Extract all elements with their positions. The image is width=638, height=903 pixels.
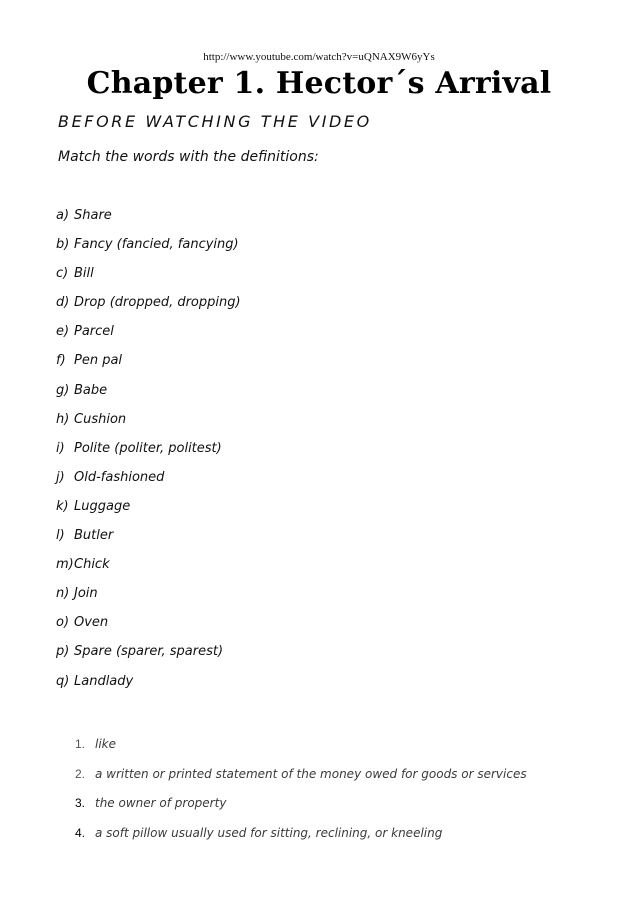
word-letter: j) — [56, 469, 65, 485]
definition-text: the owner of property — [95, 796, 227, 810]
word-text: Polite (politer, politest) — [74, 440, 222, 456]
word-text: Spare (sparer, sparest) — [74, 644, 224, 660]
definition-item — [75, 733, 527, 763]
word-text: Babe — [74, 382, 108, 398]
word-letter: n) — [56, 586, 70, 602]
word-item — [56, 263, 241, 292]
word-item — [56, 671, 241, 700]
page-title: Chapter 1. Hector´s Arrival — [86, 66, 552, 101]
definition-list — [75, 733, 527, 851]
word-letter: d) — [56, 295, 70, 311]
word-item — [56, 205, 241, 234]
word-letter: h) — [56, 411, 70, 427]
word-letter: o) — [56, 615, 70, 631]
word-item — [56, 467, 241, 496]
word-text: Chick — [74, 557, 110, 573]
word-letter: f) — [56, 353, 66, 369]
word-letter: a) — [56, 208, 70, 223]
word-text: Fancy (fancied, fancying) — [74, 237, 239, 253]
definition-text: like — [95, 737, 116, 751]
word-letter: k) — [56, 498, 69, 514]
word-letter: g) — [56, 382, 70, 398]
word-text: Oven — [74, 615, 109, 631]
word-letter: q) — [56, 673, 70, 689]
definition-text: a soft pillow usually used for sitting, reclining, or kneeling — [95, 825, 443, 840]
definition-number: 2. — [75, 766, 86, 781]
definition-number: 4. — [75, 825, 86, 840]
source-url: http://www.youtube.com/watch?v=uQNAX9W6yYs — [203, 51, 435, 63]
word-text: Butler — [74, 528, 114, 544]
word-item — [56, 525, 241, 554]
word-item — [56, 409, 241, 438]
word-text: Pen pal — [74, 353, 123, 369]
word-letter: p) — [56, 644, 70, 660]
word-item — [56, 234, 241, 263]
word-letter: e) — [56, 324, 70, 340]
definition-number: 3. — [75, 796, 86, 810]
word-letter: m) — [56, 557, 74, 573]
word-item — [56, 292, 241, 321]
word-text: Share — [74, 208, 112, 223]
word-text: Bill — [74, 266, 94, 282]
word-item — [56, 612, 241, 641]
word-text: Join — [74, 586, 98, 602]
word-text: Cushion — [74, 411, 127, 427]
word-letter: b) — [56, 237, 70, 253]
word-text: Landlady — [74, 673, 134, 689]
word-item — [56, 554, 241, 583]
word-text: Parcel — [74, 324, 114, 340]
word-text: Luggage — [74, 498, 131, 514]
word-item — [56, 496, 241, 525]
word-item — [56, 583, 241, 612]
definition-item — [75, 822, 527, 852]
word-letter: i) — [56, 440, 65, 456]
definition-item — [75, 792, 527, 822]
definition-item — [75, 763, 527, 793]
word-letter: c) — [56, 266, 69, 282]
section-heading: BEFORE WATCHING THE VIDEO — [58, 112, 372, 131]
word-letter: l) — [56, 528, 65, 544]
word-item — [56, 350, 241, 379]
definition-text: a written or printed statement of the money owed for goods or services — [95, 766, 527, 781]
word-text: Drop (dropped, dropping) — [74, 295, 241, 311]
instructions: Match the words with the definitions: — [58, 149, 319, 165]
word-item — [56, 321, 241, 350]
word-item — [56, 641, 241, 670]
word-item — [56, 438, 241, 467]
word-item — [56, 380, 241, 409]
definition-number: 1. — [75, 737, 86, 751]
word-text: Old-fashioned — [74, 469, 165, 485]
word-list — [56, 205, 241, 700]
